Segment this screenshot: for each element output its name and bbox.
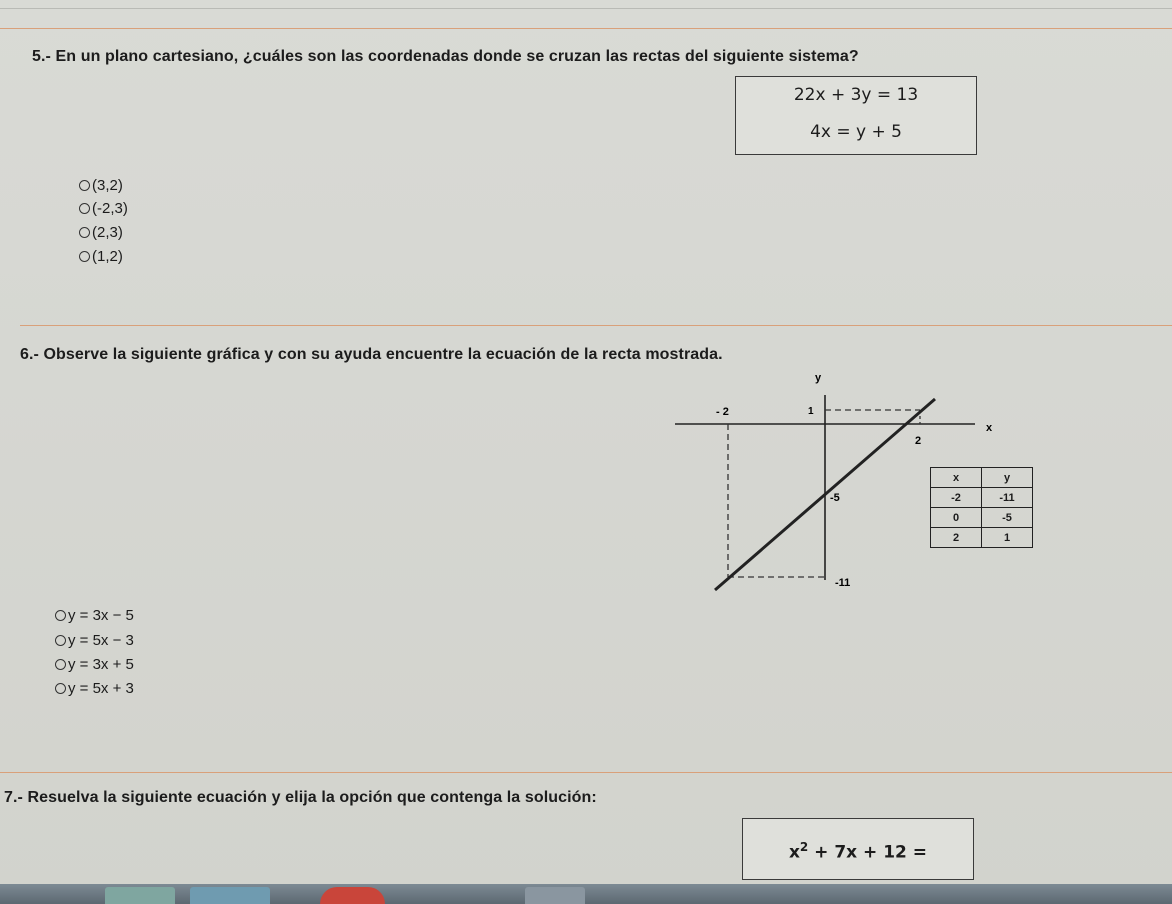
equation-base: x xyxy=(788,842,800,863)
tick-label-neg2: - 2 xyxy=(716,406,729,418)
table-row xyxy=(931,508,1033,528)
question-7-title: 7.- Resuelva la siguiente ecuación y elija la opción que contenga la solución: xyxy=(4,789,597,806)
radio-button[interactable] xyxy=(55,659,66,670)
q6-option-2[interactable] xyxy=(55,632,134,649)
tick-label-neg11: -11 xyxy=(835,577,851,589)
top-divider xyxy=(0,8,1172,9)
option-label: (-2,3) xyxy=(92,200,128,217)
tick-label-2: 2 xyxy=(915,435,922,447)
radio-button[interactable] xyxy=(55,683,66,694)
option-label: (2,3) xyxy=(92,224,123,241)
taskbar xyxy=(0,884,1172,904)
taskbar-app-1[interactable] xyxy=(105,887,175,904)
option-label: y = 3x − 5 xyxy=(68,607,134,624)
question-7-equation-box xyxy=(742,818,974,880)
option-label: (1,2) xyxy=(92,248,123,265)
equation-rest: + 7x + 12 = xyxy=(808,842,928,863)
table-cell: 2 xyxy=(931,528,982,548)
divider-top xyxy=(0,28,1172,29)
divider-q6-q7 xyxy=(0,772,1172,773)
question-5-title: 5.- En un plano cartesiano, ¿cuáles son las coordenadas donde se cruzan las rectas del siguiente sistema? xyxy=(32,48,859,65)
q5-option-3[interactable] xyxy=(79,224,123,241)
q6-option-3[interactable] xyxy=(55,656,134,673)
radio-button[interactable] xyxy=(79,251,90,262)
radio-button[interactable] xyxy=(55,635,66,646)
divider-q5-q6 xyxy=(20,325,1172,326)
option-label: y = 5x + 3 xyxy=(68,680,134,697)
table-header-y: y xyxy=(982,468,1033,488)
table-cell: 1 xyxy=(982,528,1033,548)
option-label: (3,2) xyxy=(92,177,123,194)
table-cell: -11 xyxy=(982,488,1033,508)
radio-button[interactable] xyxy=(55,610,66,621)
table-cell: -5 xyxy=(982,508,1033,528)
table-cell: -2 xyxy=(931,488,982,508)
equation-exponent: 2 xyxy=(799,840,809,854)
table-row xyxy=(931,528,1033,548)
option-label: y = 3x + 5 xyxy=(68,656,134,673)
q5-option-1[interactable] xyxy=(79,177,123,194)
question-6-title: 6.- Observe la siguiente gráfica y con su ayuda encuentre la ecuación de la recta mostrada. xyxy=(20,346,723,363)
taskbar-app-4[interactable] xyxy=(525,887,585,904)
y-axis-label: y xyxy=(815,372,822,384)
radio-button[interactable] xyxy=(79,180,90,191)
q5-option-2[interactable] xyxy=(79,200,128,217)
table-row xyxy=(931,488,1033,508)
table-cell: 0 xyxy=(931,508,982,528)
taskbar-app-2[interactable] xyxy=(190,887,270,904)
q6-option-4[interactable] xyxy=(55,680,134,697)
values-table xyxy=(930,467,1033,548)
equation-2: 4x = y + 5 xyxy=(810,122,902,142)
x-axis-label: x xyxy=(986,422,993,434)
tick-label-neg5: -5 xyxy=(830,492,840,504)
equation-1: 22x + 3y = 13 xyxy=(793,85,919,105)
radio-button[interactable] xyxy=(79,227,90,238)
table-header-x: x xyxy=(931,468,982,488)
tick-label-1: 1 xyxy=(808,406,814,417)
taskbar-app-3[interactable] xyxy=(320,887,385,904)
option-label: y = 5x − 3 xyxy=(68,632,134,649)
radio-button[interactable] xyxy=(79,203,90,214)
q5-option-4[interactable] xyxy=(79,248,123,265)
q6-option-1[interactable] xyxy=(55,607,134,624)
question-5-equation-box xyxy=(735,76,977,155)
table-header-row xyxy=(931,468,1033,488)
